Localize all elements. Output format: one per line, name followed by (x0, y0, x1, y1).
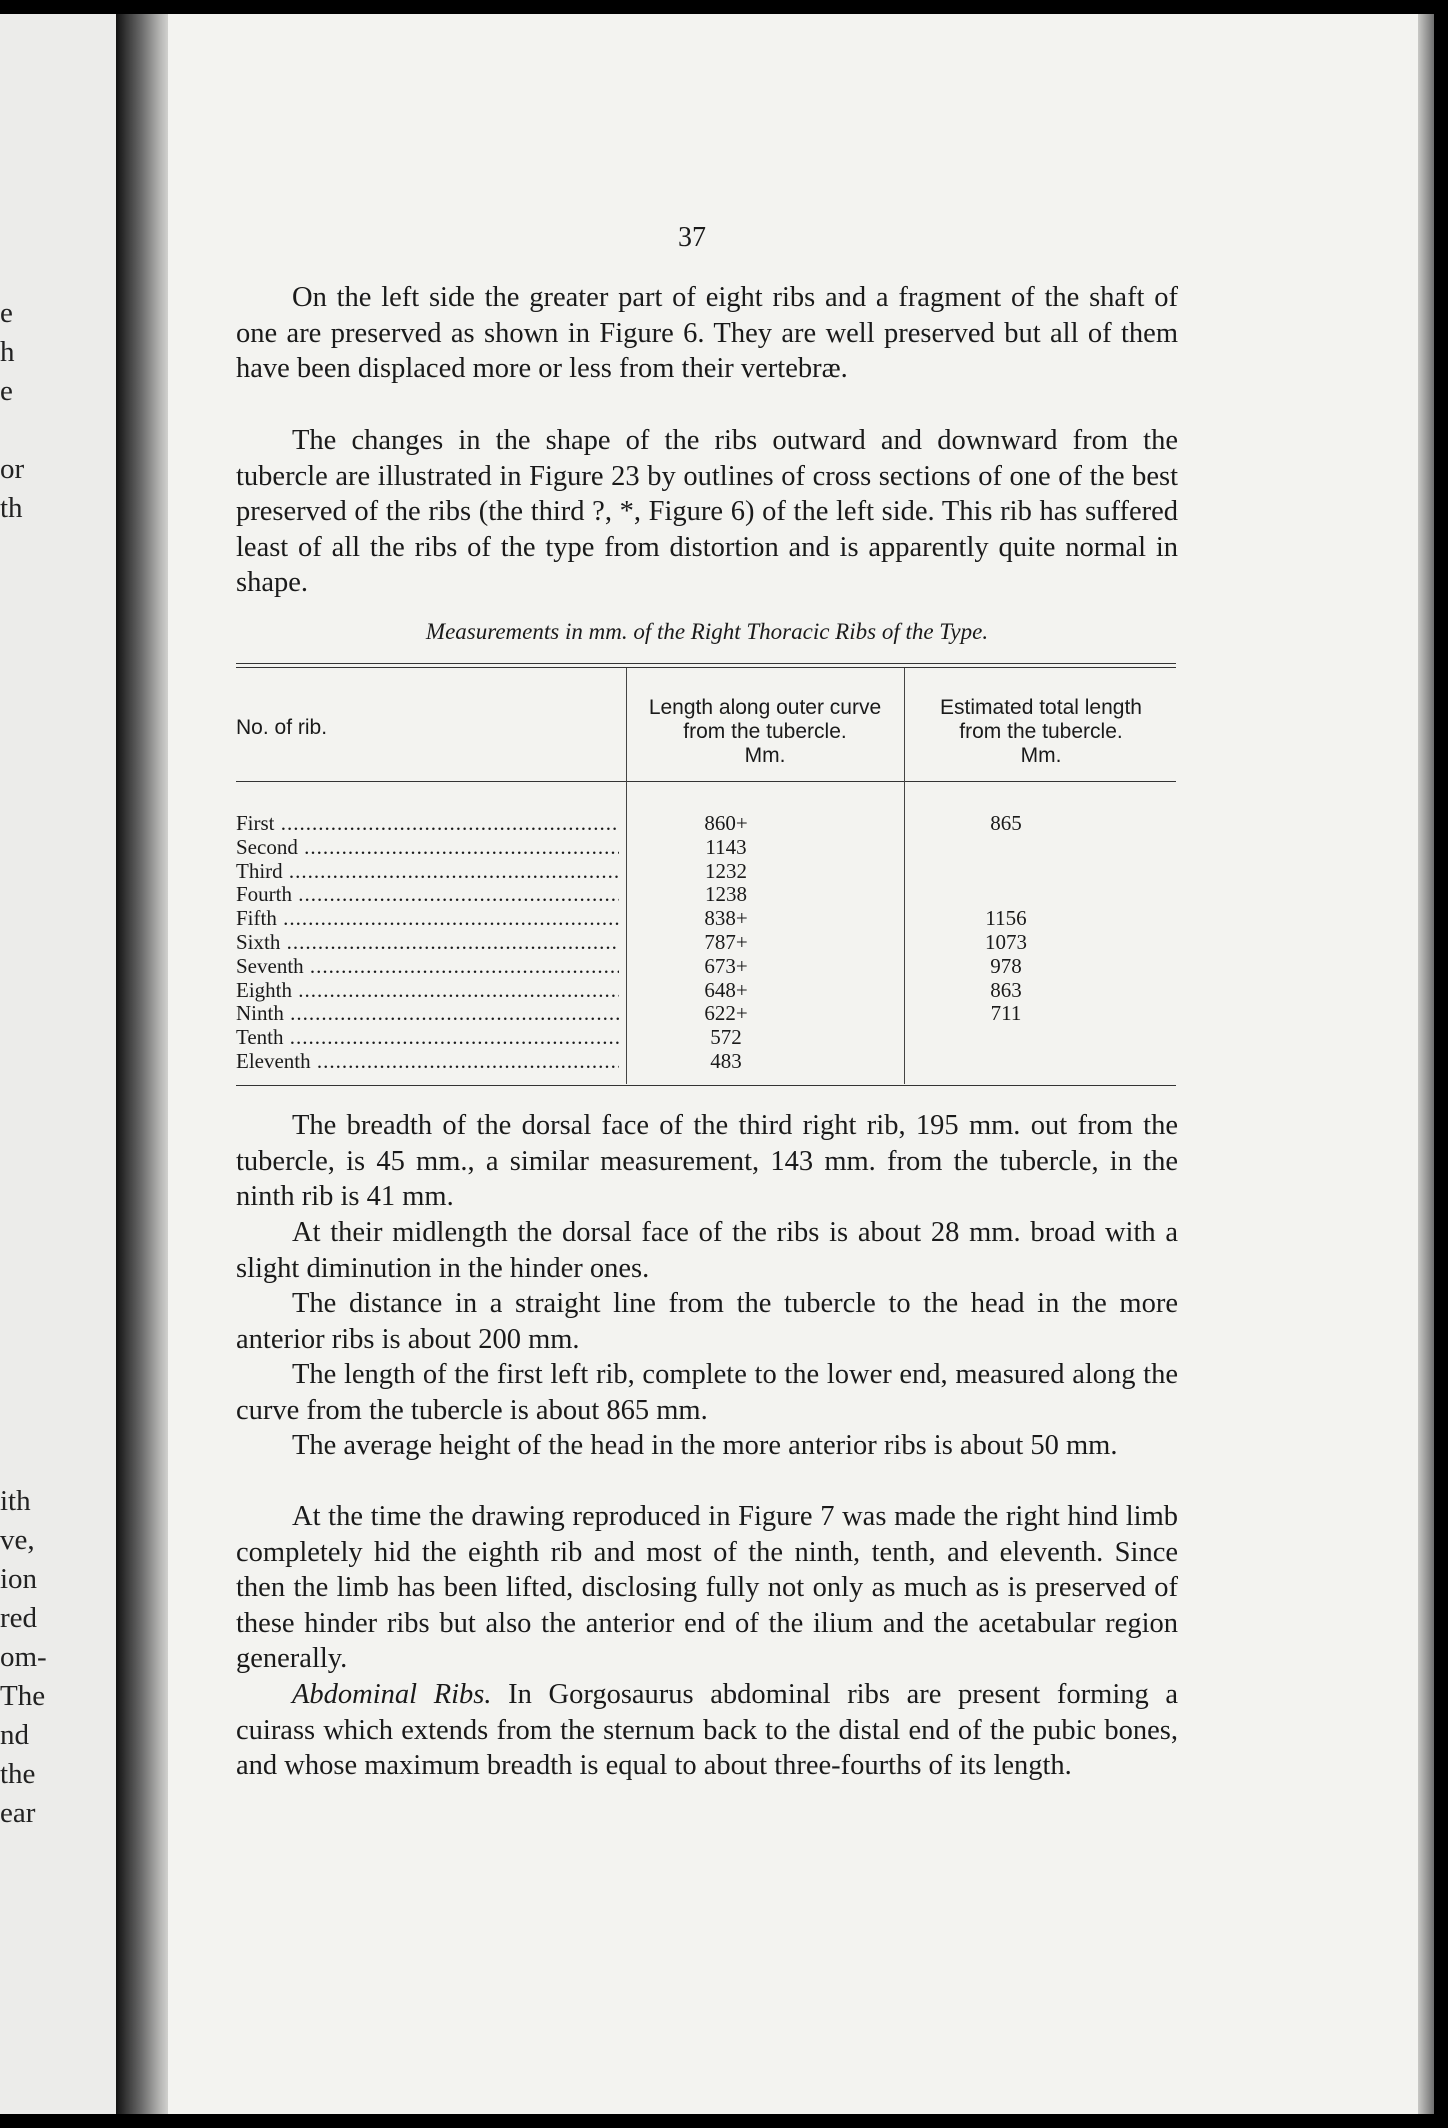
estimated-cell: 1073 (985, 930, 1027, 954)
header-rib-number: No. of rib. (236, 716, 328, 739)
fragment-line: ith (0, 1485, 31, 1517)
length-cell: 860+ (704, 811, 748, 835)
section-heading: Abdominal Ribs. (292, 1679, 492, 1710)
length-cell: 673+ (704, 953, 748, 978)
fragment-line: h (0, 336, 15, 368)
rib-name: Second ..... (236, 836, 619, 860)
header-line: from the tubercle. (683, 720, 847, 743)
paragraph-abdominal-ribs (236, 1677, 1178, 1784)
length-cell: 483 (710, 1049, 742, 1073)
estimated-cell: 1156 (985, 906, 1027, 931)
length-cell: 838+ (704, 906, 748, 931)
rib-name: Eleventh ..... (236, 1050, 619, 1074)
table-row (236, 812, 1176, 836)
paragraph: The average height of the head in the more anterior ribs is about 50 mm. (292, 1430, 1118, 1461)
header-line: Length along outer curve (648, 696, 882, 719)
fragment-line: the (0, 1758, 36, 1790)
header-line: Mm. (744, 744, 786, 767)
paragraph: The distance in a straight line from the tubercle to the head in the more anterior ribs is about 200 mm. (236, 1288, 1178, 1355)
table-top-rule (236, 667, 1176, 668)
header-length (628, 696, 902, 768)
estimated-cell: 865 (990, 811, 1022, 835)
header-line: Estimated total length (940, 696, 1142, 719)
fragment-line: red (0, 1602, 38, 1634)
table-row (236, 931, 1176, 955)
fragment-line: ve, (0, 1524, 35, 1556)
fragment-line: The (0, 1680, 46, 1712)
table-top-rule (236, 663, 1176, 664)
paragraph: On the left side the greater part of eight ribs and a fragment of the shaft of one are preserved as shown in Figure 6. They are well preserved but all of them have been displaced more or less from their vertebræ. (236, 282, 1178, 384)
fragment-line: e (0, 297, 13, 329)
fragment-line: th (0, 492, 23, 524)
table-row (236, 1026, 1176, 1050)
rib-name: First ..... (236, 812, 619, 836)
rib-name: Sixth ..... (236, 931, 619, 955)
table-row (236, 883, 1176, 907)
table-row (236, 1002, 1176, 1026)
table-header-rule (236, 781, 1176, 782)
rib-name: Ninth ..... (236, 1002, 619, 1026)
rib-name: Fifth ..... (236, 907, 619, 931)
paragraph: The length of the first left rib, complete to the lower end, measured along the curve from the tubercle is about 865 mm. (236, 1359, 1178, 1426)
table-row (236, 955, 1176, 979)
fragment-line: e (0, 375, 13, 407)
paragraph-text: In Gorgosaurus abdominal ribs are present forming a cuirass which extends from the sternum back to the distal end of the pubic bones, and whose maximum breadth is equal to about three-fourths of its length. (236, 1679, 1179, 1781)
fragment-line: ear (0, 1797, 36, 1829)
rib-name: Seventh ..... (236, 955, 619, 979)
length-cell: 1232 (705, 858, 747, 883)
fragment-line: ion (0, 1563, 38, 1595)
estimated-cell: 863 (990, 977, 1022, 1002)
paragraph: The changes in the shape of the ribs outward and downward from the tubercle are illustrated in Figure 23 by outlines of cross sections of one of the best preserved of the ribs (the third ?, *, Figure 6) of the left side. This rib has suffered least of all the ribs of the type from distortion and is apparently quite normal in shape. (236, 425, 1178, 598)
paragraph: The breadth of the dorsal face of the third right rib, 195 mm. out from the tubercle, is 45 mm., a similar measurement, 143 mm. from the tubercle, in the ninth rib is 41 mm. (236, 1110, 1178, 1212)
paragraph: At the time the drawing reproduced in Figure 7 was made the right hind limb completely hid the eighth rib and most of the ninth, tenth, and eleventh. Since then the limb has been lifted, disclosing fully not only as much as is preserved of these hinder ribs but also the anterior end of the ilium and the acetabular region generally. (236, 1501, 1178, 1674)
table-caption: Measurements in mm. of the Right Thoracic Ribs of the Type. (425, 619, 989, 644)
table-row (236, 836, 1176, 860)
page-edge-shadow (1418, 14, 1434, 2114)
table-row (236, 907, 1176, 931)
header-line: Mm. (1020, 744, 1062, 767)
rib-name: Fourth ..... (236, 883, 619, 907)
rib-name: Eighth ..... (236, 979, 619, 1003)
fragment-line: om- (0, 1641, 47, 1673)
table-bottom-rule (236, 1085, 1176, 1086)
rib-name: Tenth ..... (236, 1026, 619, 1050)
length-cell: 787+ (704, 930, 748, 954)
length-cell: 1238 (705, 882, 747, 907)
page-number: 37 (678, 222, 706, 253)
paragraph: At their midlength the dorsal face of the ribs is about 28 mm. broad with a slight diminution in the hinder ones. (236, 1217, 1178, 1284)
length-cell: 1143 (705, 834, 747, 859)
header-line: from the tubercle. (959, 720, 1123, 743)
header-estimated (906, 696, 1176, 768)
book-gutter-shadow (116, 14, 172, 2114)
table-row (236, 860, 1176, 884)
table-row (236, 979, 1176, 1003)
estimated-cell: 711 (990, 1001, 1022, 1026)
fragment-line: nd (0, 1719, 29, 1751)
estimated-cell: 978 (990, 953, 1022, 978)
length-cell: 648+ (704, 977, 748, 1002)
rib-name: Third ..... (236, 860, 619, 884)
length-cell: 622+ (704, 1001, 748, 1026)
fragment-line: or (0, 453, 25, 485)
table-row (236, 1050, 1176, 1074)
length-cell: 572 (710, 1025, 742, 1050)
